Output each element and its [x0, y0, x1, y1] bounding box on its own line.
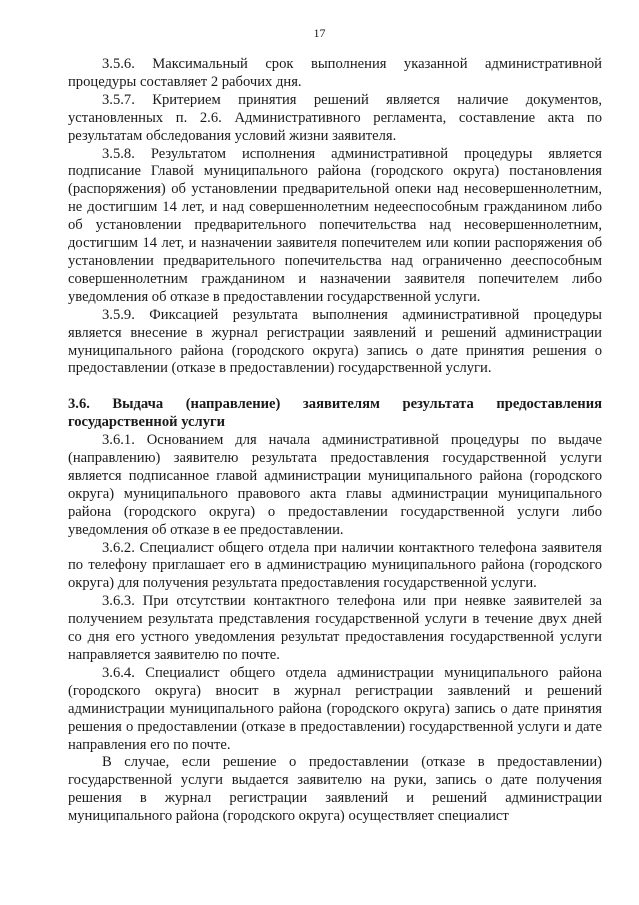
page-number: 17: [313, 26, 326, 40]
section-heading-3-6: 3.6. Выдача (направление) заявителям результата предоставления государственной услуги: [68, 396, 602, 431]
paragraph-3-6-3: 3.6.3. При отсутствии контактного телефона или при неявке заявителей за получением результата представления государственной услуги в течение двух дней со дня его устного уведомления результат предоставления государственной услуги направляется заявителю по почте.: [68, 593, 602, 663]
paragraph-3-6-2: 3.6.2. Специалист общего отдела при наличии контактного телефона заявителя по телефону приглашает его в администрацию муниципального района (городского округа) для получения результата предоставления государственной услуги.: [68, 539, 602, 592]
paragraph-3-6-4: 3.6.4. Специалист общего отдела администрации муниципального района (городского округа) вносит в журнал регистрации заявлений и решений администрации муниципального района (городского округа) запись о дате принятия решения о предоставлении (отказе в предоставлении) государственной услуги и дате направления его по почте.: [68, 664, 602, 753]
document-body: [68, 56, 602, 826]
paragraph-3-5-8: 3.5.8. Результатом исполнения административной процедуры является подписание Главой муниципального района (городского округа) постановления (распоряжения) об установлении предварительной опеки над несовершеннолетним, не достигшим 14 лет, и над совершеннолетним недееспособным гражданином либо об установлении предварительного попечительства над несовершеннолетним, достигшим 14 лет, и назначении заявителя попечителем или копии распоряжения об установлении предварительного попечительства над ограниченно дееспособным совершеннолетним гражданином и назначении заявителя попечителем либо уведомления об отказе в предоставлении государственной услуги.: [68, 145, 602, 305]
paragraph-in-case: В случае, если решение о предоставлении (отказе в предоставлении) государственной услуги выдается заявителю на руки, запись о дате получения решения в журнал регистрации заявлений и решений администрации муниципального района (городского округа) осуществляет специалист: [68, 754, 602, 825]
paragraph-3-5-6: 3.5.6. Максимальный срок выполнения указанной административной процедуры составляет 2 рабочих дня.: [68, 56, 602, 90]
paragraph-3-6-1: 3.6.1. Основанием для начала административной процедуры по выдаче (направлению) заявителю результата предоставления государственной услуги является подписанное главой администрации муниципального района (городского округа) муниципального правового акта главы администрации муниципального района (городского округа) о предоставлении государственной услуги либо уведомления об отказе в ее предоставлении.: [68, 432, 602, 538]
paragraph-3-5-9: 3.5.9. Фиксацией результата выполнения административной процедуры является внесение в журнал регистрации заявлений и решений администрации муниципального района (городского округа) запись о дате принятия решения о предоставлении (отказе в предоставлении) государственной услуги.: [68, 306, 602, 377]
paragraph-3-5-7: 3.5.7. Критерием принятия решений является наличие документов, установленных п. 2.6. Административного регламента, составление акта по результатам обследования условий жизни заявителя.: [68, 91, 602, 144]
